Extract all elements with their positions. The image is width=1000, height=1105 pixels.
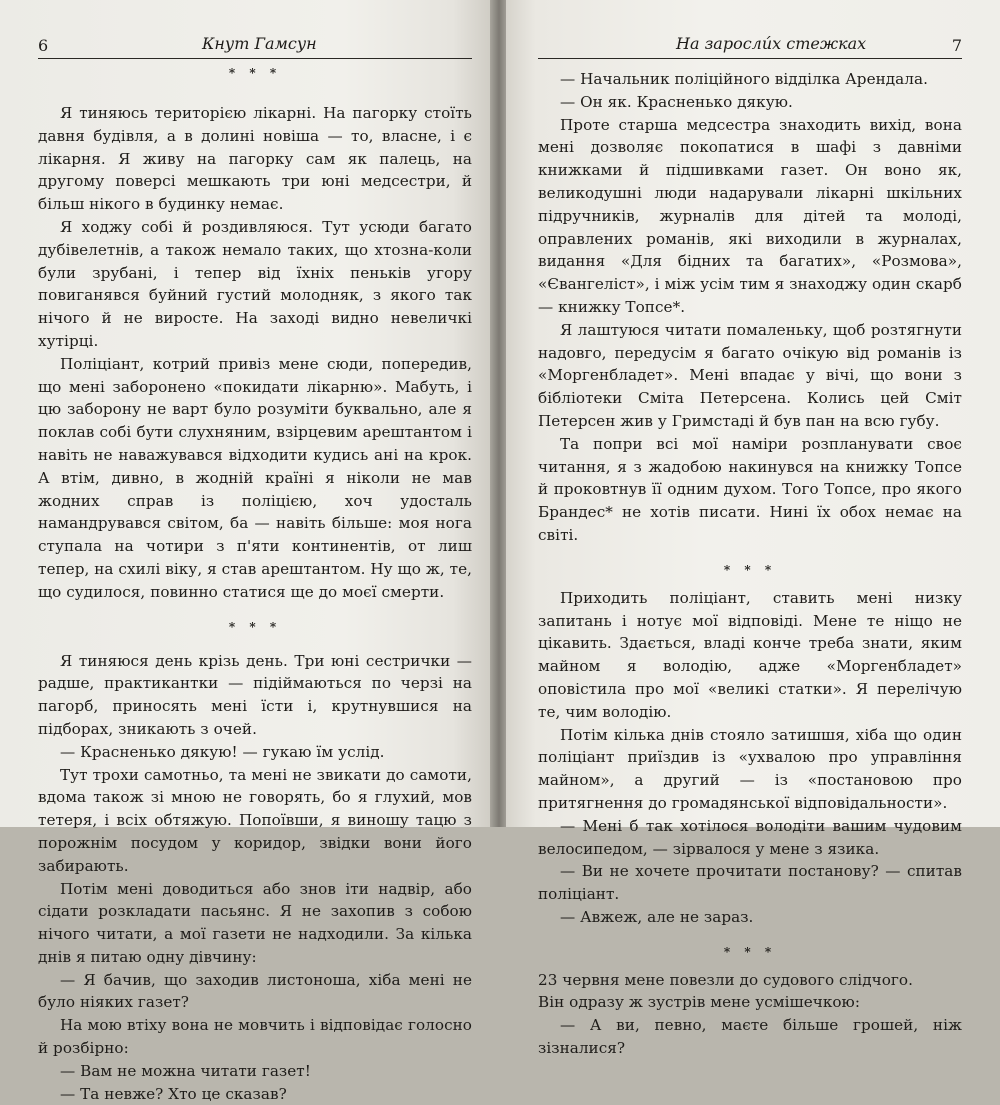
section-separator: * * * (228, 66, 282, 80)
dialogue-line: — А ви, певно, маєте більше грошей, ніж зізналися? (538, 1016, 962, 1058)
left-text-block (38, 64, 472, 1105)
page-number: 6 (38, 36, 49, 55)
paragraph: Потім мені доводиться або знов іти надвір, або сідати розкладати пасьянс. Я не захопив з собою нічого читати, а мої газети не надходили. За кілька днів я питаю одну дівчину: (38, 879, 472, 966)
paragraph: Тут трохи самотньо, та мені не звикати до самоти, вдома також зі мною не говорять, бо я глухий, мов тетеря, і всіх обтяжую. Попоївши, я виношу тацю з порожнім посудом у коридор, звідки вони його забирають. (38, 765, 472, 875)
dialogue-line: — Начальник поліційного відділка Арендала. (560, 70, 928, 88)
section-separator: * * * (228, 619, 282, 634)
header-rule (538, 58, 962, 59)
paragraph: Я тиняюсь територією лікарні. На пагорку стоїть давня будівля, а в долині новіша — то, власне, і є лікарня. Я живу на пагорку сам як палець, на другому поверсі мешкають три юні медсестри, й більш нікого в будинку немає. (38, 104, 472, 214)
dialogue-line: — Красненько дякую! — гукаю їм услід. (60, 742, 385, 761)
running-head-left (38, 0, 472, 60)
paragraph: Він одразу ж зустрів мене усмішечкою: (538, 993, 860, 1012)
header-rule (38, 58, 472, 59)
running-head-right (538, 0, 962, 60)
section-separator: * * * (723, 944, 777, 959)
paragraph: Та попри всі мої наміри розпланувати своє читання, я з жадобою накинувся на книжку Топсе й проковтнув її одним духом. Того Топсе, про якого Брандес* не хотів писати. Нині їх обох немає на світі. (538, 434, 962, 544)
running-title: На заросли́х стежках (676, 34, 867, 53)
dialogue-line: — Ви не хочете прочитати постанову? — спитав поліціант. (538, 862, 962, 904)
paragraph: Приходить поліціант, ставить мені низку запитань і нотує мої відповіді. Мене те ніщо не цікавить. Здається, владі конче треба знати, яким майном я володію, адже «Моргенбладет» оповістила про мої «великі статки». Я перелічую те, чим володію. (538, 588, 962, 721)
paragraph: Я тиняюся день крізь день. Три юні сестрички — радше, практикантки — підіймаються по черзі на пагорб, приносять мені їсти і, крутнувшися на підборах, зникають з очей. (38, 651, 472, 738)
dialogue-line: — Я бачив, що заходив листоноша, хіба мені не було ніяких газет? (38, 970, 472, 1012)
dialogue-line: — Мені б так хотілося володіти вашим чудовим велосипедом, — зірвалося у мене з язика. (538, 816, 962, 858)
paragraph: 23 червня мене повезли до судового слідчого. (538, 970, 913, 989)
section-separator: * * * (723, 562, 777, 577)
running-title: Кнут Гамсун (202, 34, 317, 53)
dialogue-line: — Та невже? Хто це сказав? (60, 1084, 287, 1103)
paragraph: Потім кілька днів стояло затишшя, хіба що один поліціант приїздив із «ухвалою про управління майном», а другий — із «постановою про притягнення до громадянської відповідальности». (538, 725, 962, 812)
paragraph: Проте старша медсестра знаходить вихід, вона мені дозволяє покопатися в шафі з давніми книжками й підшивками газет. Он воно як, великодушні люди надарували лікарні шкільних підручників, журналів для дітей та молоді, оправлених романів, які виходили в журналах, видання «Для бідних та багатих», «Розмова», «Євангеліст», і між усім тим я знаходжу один скарб — книжку Топсе*. (538, 115, 962, 316)
paragraph: Поліціант, котрий привіз мене сюди, попередив, що мені заборонено «покидати лікарню». Мабуть, і цю заборону не варт було розуміти буквально, але я поклав собі бути слухняним, взірцевим арештантом і навіть не наважувався відходити кудись ані на крок. А втім, дивно, в жодній країні я ніколи не мав жодних справ із поліцією, хоч удосталь намандрувався світом, ба — навіть більше: моя нога ступала на чотири з п'яти континентів, от лиш тепер, на схилі віку, я став арештантом. Ну що ж, те, що судилося, повинно статися ще до моєї смерти. (38, 354, 472, 601)
paragraph: Я ходжу собі й роздивляюся. Тут усюди багато дубівелетнів, а також немало таких, що хтозна-коли були зрубані, і тепер від їхніх пеньків угору повиганявся буйний густий молодняк, з якого так нічого й не виросте. На заході видно невеличкі хутірці. (38, 217, 472, 350)
dialogue-line: — Авжеж, але не зараз. (560, 907, 754, 926)
dialogue-line: — Вам не можна читати газет! (60, 1061, 311, 1080)
paragraph: Я лаштуюся читати помаленьку, щоб розтягнути надовго, передусім я багато очікую від романів із «Моргенбладет». Мені впадає у вічі, що вони з бібліотеки Сміта Петерсена. Колись цей Сміт Петерсен жив у Гримстаді й був пан на всю губу. (538, 320, 962, 430)
left-page (0, 0, 492, 1103)
page-number: 7 (951, 36, 962, 55)
paragraph: На мою втіху вона не мовчить і відповідає голосно й розбірно: (38, 1016, 472, 1058)
right-page (506, 0, 1000, 1058)
right-text-block (538, 60, 962, 1060)
dialogue-line: — Он як. Красненько дякую. (560, 92, 793, 111)
